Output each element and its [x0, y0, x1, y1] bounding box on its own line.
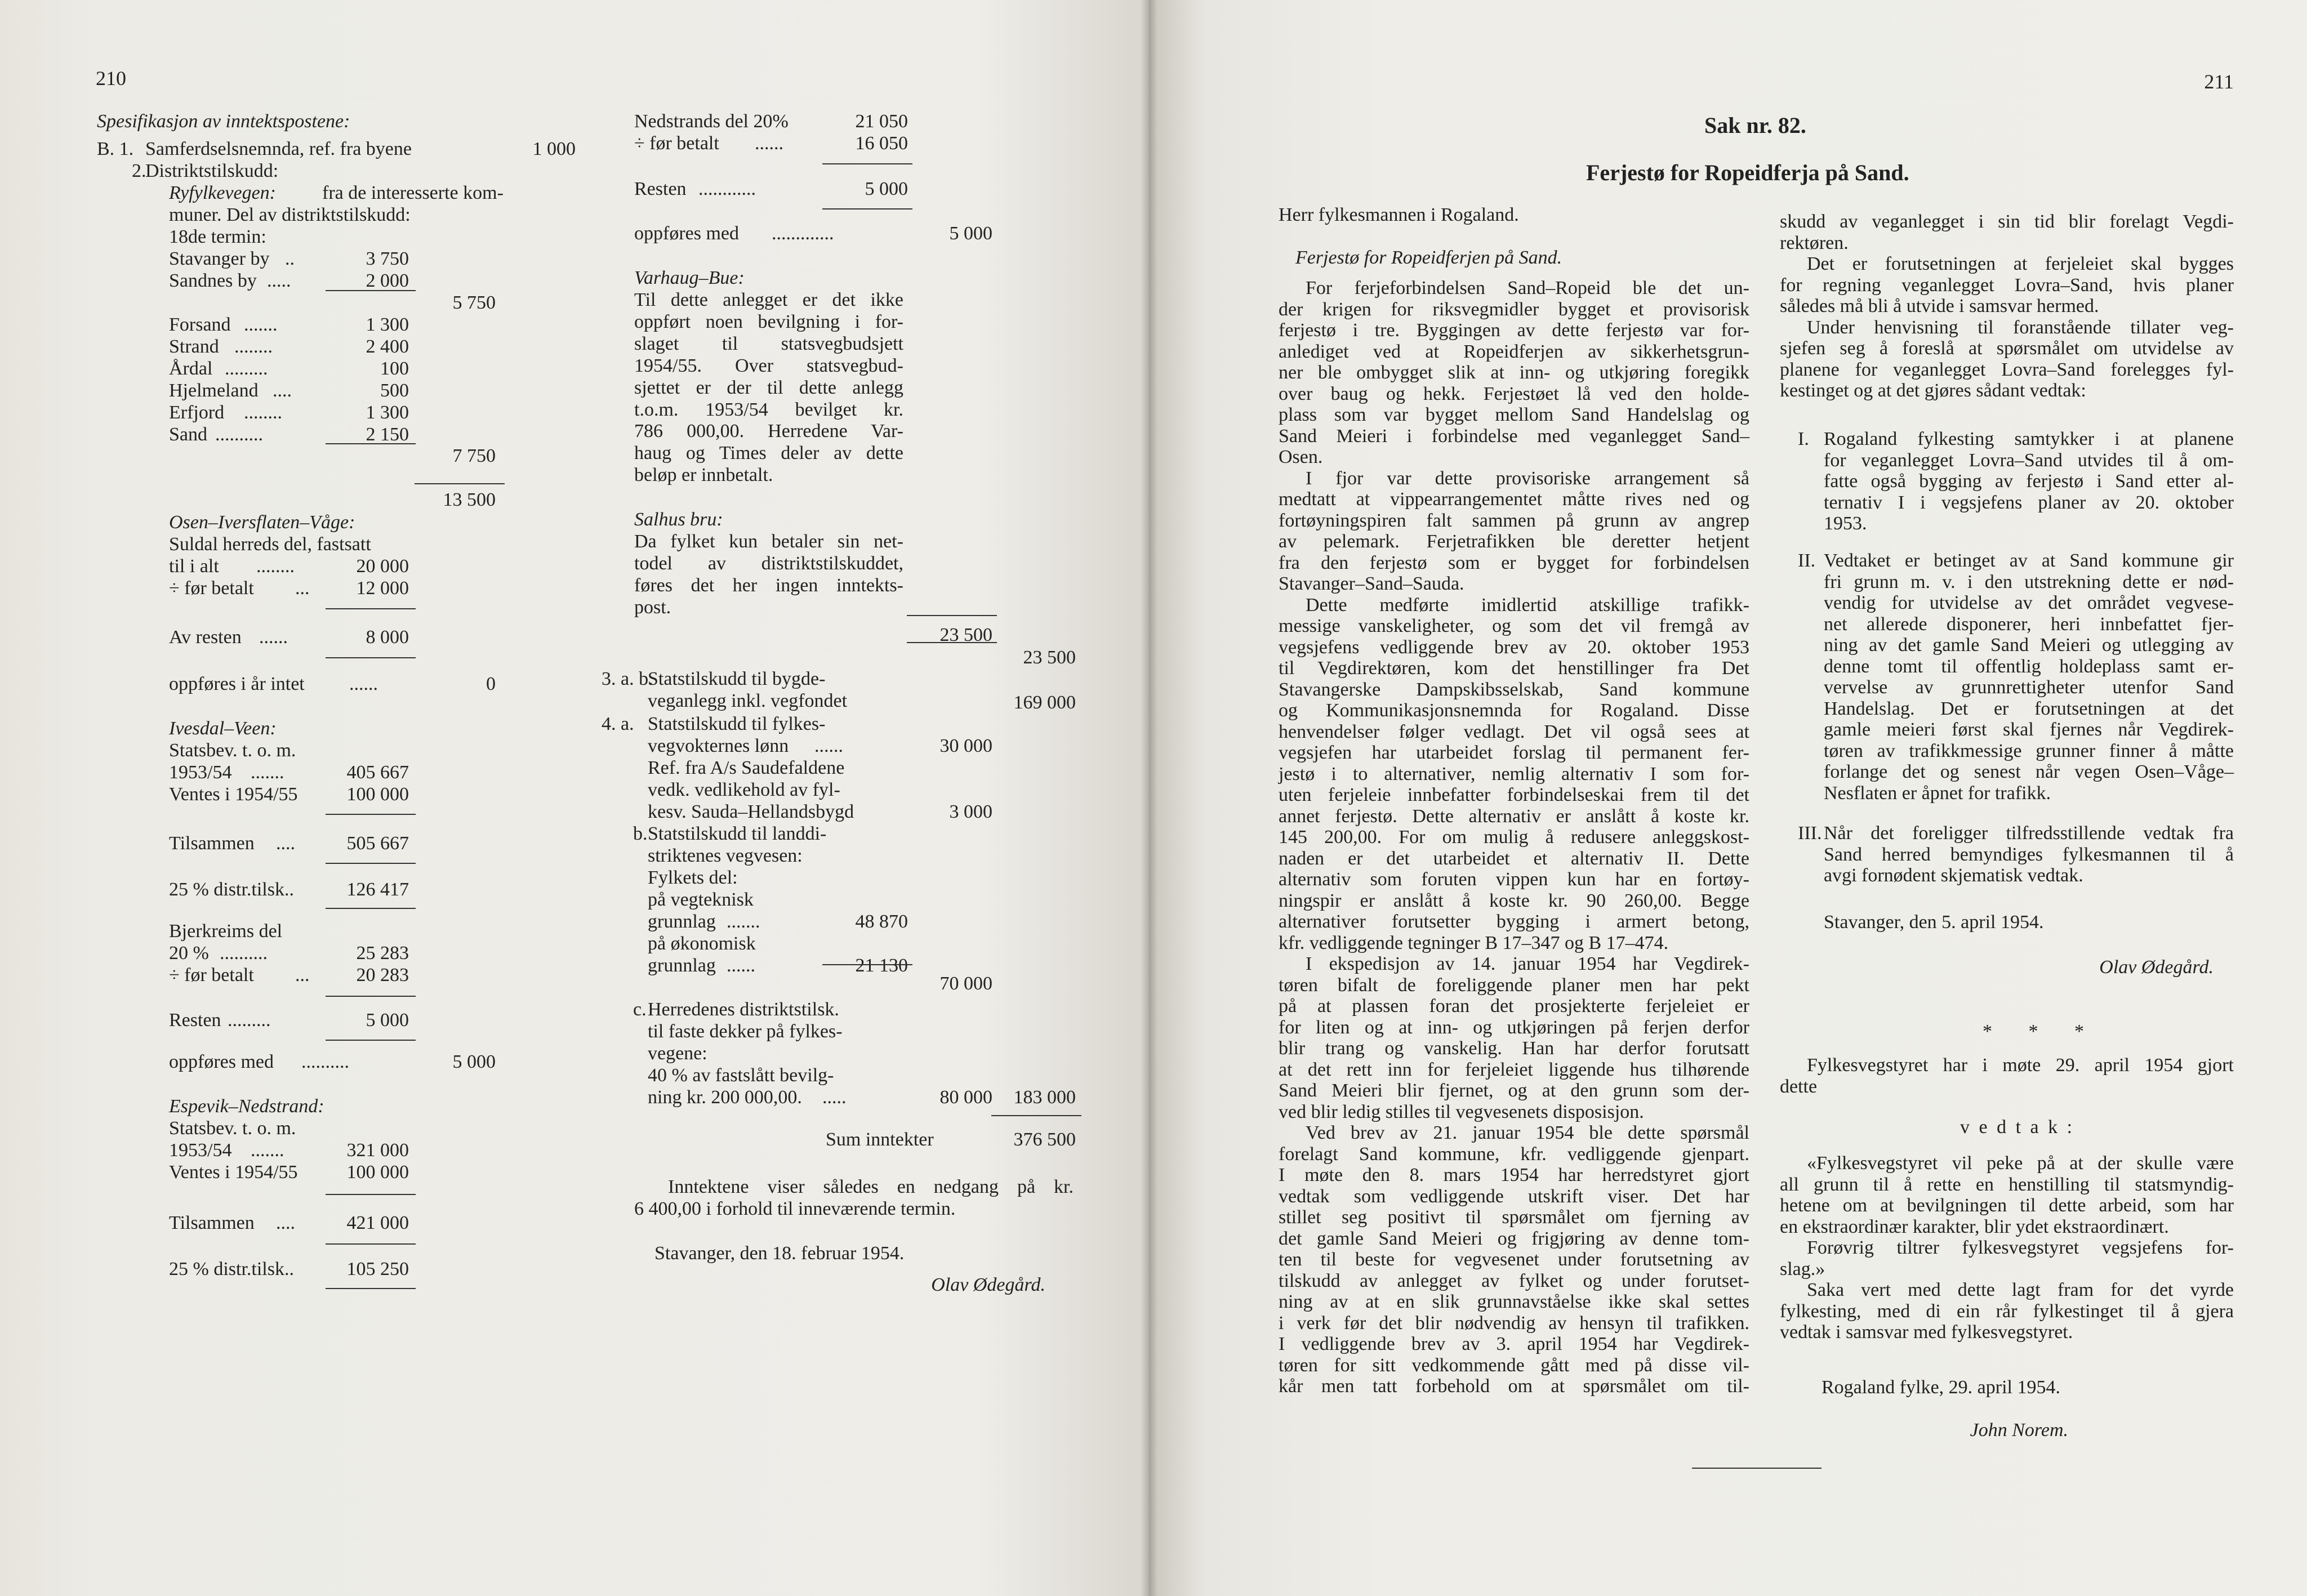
ivesdal-l5: 25 % distr.tilsk.. — [169, 879, 294, 900]
ivesdal-l10-dots: .......... — [301, 1051, 349, 1072]
ivesdal-l3-amount: 100 000 — [346, 784, 409, 805]
subheading: Ferjestø for Ropeidferjen på Sand. — [1295, 247, 1562, 268]
end-rule — [1692, 1468, 1821, 1469]
rule-espevik-3 — [326, 1288, 416, 1289]
ivesdal-l1: Statsbev. t. o. m. — [169, 740, 296, 761]
spec-heading: Spesifikasjon av inntektspostene: — [97, 111, 350, 132]
right-c2-top-6: sjefen seg å foreslå at spørsmålet om utvidelse av — [1780, 338, 2234, 359]
right-c2-top-0: skudd av veganlegget i sin tid blir forelagt Vegdi- — [1780, 211, 2234, 232]
right-c1-line-1: der krigen for riksvegmidler bygget et provisorisk — [1279, 298, 1749, 320]
espevik-l5-amount: 105 250 — [346, 1259, 409, 1280]
osen-l5-amount: 0 — [486, 674, 496, 694]
b1-label: B. 1. — [97, 139, 134, 159]
ivesdal-l8: ÷ før betalt — [169, 965, 254, 986]
ned-l3: Resten — [634, 179, 687, 199]
right-c1-line-36: blir trang og vanskelig. Han har derfor forutsatt — [1279, 1038, 1749, 1059]
meeting-l1: Fylkesvegstyret har i møte 29. april 1954 gjort — [1807, 1055, 2234, 1076]
osen-l3-amount: 12 000 — [356, 578, 409, 599]
espevik-l2: 1953/54 — [169, 1140, 232, 1161]
rule-ned-2 — [822, 208, 912, 209]
item3-line-1: Sand herred bemyndiges fylkesmannen til å — [1824, 844, 2234, 865]
varhaug-line-5: t.o.m. 1953/54 bevilget kr. — [634, 399, 903, 420]
rule-espevik-2 — [326, 1243, 416, 1245]
espevik-l4: Tilsammen — [169, 1212, 255, 1233]
sub-23500-b: 23 500 — [1023, 647, 1076, 668]
section-stars: * * * — [1983, 1021, 2100, 1042]
muni-dots-3: .... — [273, 380, 292, 401]
right-c1-line-12: av pelemark. Ferjetrafikken ble deretter hetjent — [1279, 531, 1749, 552]
right-c1-line-32: I ekspedisjon av 14. januar 1954 har Vegdirek- — [1306, 953, 1749, 974]
rule-ivesdal-5 — [326, 1040, 416, 1041]
varhaug-line-4: sjettet er der til dette anlegg — [634, 377, 903, 398]
right-c1-line-22: vegsjefen har utarbeidet forslag til permanent fer- — [1279, 742, 1749, 763]
item2-line-3: net allerede disponerer, heri innbefattet fjer- — [1824, 613, 2234, 635]
quote-line-1: all grunn til å rette en henstilling til statsmyndig- — [1780, 1174, 2234, 1195]
osen-heading: Osen–Iversflaten–Våge: — [169, 512, 355, 533]
varhaug-line-3: 1954/55. Over statsvegbud- — [634, 355, 903, 376]
muni-amount-5: 2 150 — [366, 423, 409, 445]
muni-name-2: Årdal — [169, 358, 213, 379]
b-l7: grunnlag — [648, 955, 716, 976]
varhaug-line-6: 786 000,00. Herredene Var- — [634, 421, 903, 442]
c-l5-total: 183 000 — [1013, 1087, 1076, 1108]
muni-name-0: Forsand — [169, 314, 231, 335]
right-c1-line-28: alternativ som foruten vippen kun har en fortøy- — [1279, 869, 1749, 890]
item1-line-4: 1953. — [1824, 513, 1867, 534]
muni-name-4: Erfjord — [169, 402, 225, 423]
right-c1-line-41: forelagt Sand kommune, kfr. vedliggende gjenpart. — [1279, 1143, 1749, 1165]
right-c1-line-27: naden er det utarbeidet et alternativ II. Dette — [1279, 848, 1749, 869]
right-c1-line-37: at det rett inn for ferjeleiet liggende hus tilhørende — [1279, 1059, 1749, 1080]
ivesdal-l7-dots: .......... — [220, 943, 268, 964]
rule-ivesdal-4 — [326, 996, 416, 997]
rule-salhus — [907, 615, 997, 616]
b-l4: på vegteknisk — [648, 889, 754, 910]
right-c1-line-43: vedtak som vedliggende utskrift viser. Det har — [1279, 1185, 1749, 1207]
c-l2: til faste dekker på fylkes- — [648, 1021, 843, 1042]
right-c1-line-4: ner ble ombygget slik at inn- og utkjøring foregikk — [1279, 362, 1749, 383]
right-c1-line-29: ningspir er anslått å koste kr. 90 260,00. Begge — [1279, 890, 1749, 911]
ivesdal-l7-amount: 25 283 — [356, 943, 409, 964]
right-c2-top-4: således må bli å utvide i samsvar hermed. — [1780, 296, 2099, 316]
ned-l2-amount: 16 050 — [855, 133, 908, 154]
ivesdal-l9: Resten — [169, 1010, 221, 1031]
rule-espevik-1 — [326, 1194, 416, 1195]
varhaug-line-0: Til dette anlegget er det ikke — [634, 289, 903, 310]
muni-dots-2: ......... — [225, 358, 268, 379]
ned-l1: Nedstrands del 20% — [634, 111, 789, 132]
i4-l5-amount: 3 000 — [949, 801, 992, 822]
i4-label: 4. a. — [602, 714, 634, 734]
right-c1-line-0: For ferjeforbindelsen Sand–Ropeid ble det un- — [1306, 278, 1749, 298]
right-c1-line-21: henvendelser følger vedlagt. Det vil også sees at — [1279, 721, 1749, 742]
espevik-l2-amount: 321 000 — [346, 1140, 409, 1161]
rule-sum — [991, 1115, 1081, 1116]
item2-line-0: Vedtaket er betinget av at Sand kommune gir — [1824, 550, 2234, 571]
ivesdal-l4-amount: 505 667 — [346, 833, 409, 854]
right-c1-line-17: vegsjefens vedliggende brev av 20. oktober 1953 — [1279, 636, 1749, 658]
right-c1-line-30: alternativer forutsetter bygging i armert betong, — [1279, 911, 1749, 932]
osen-l1: Suldal herreds del, fastsatt — [169, 534, 371, 555]
b-total: 70 000 — [939, 973, 992, 994]
i3-l2: veganlegg inkl. vegfondet — [648, 690, 848, 711]
quote-line-7: fylkesting, med di ein rår fylkestinget til å gjera — [1780, 1300, 2234, 1322]
ivesdal-l4-dots: .... — [276, 833, 295, 854]
item3-line-0: Når det foreligger tilfredsstillende vedtak fra — [1824, 823, 2234, 844]
city-amount-1: 2 000 — [366, 270, 409, 291]
right-c1-line-38: Sand Meieri blir fjernet, og at den grunn som der- — [1279, 1080, 1749, 1101]
city-amount-0: 3 750 — [366, 248, 409, 269]
espevik-l4-amount: 421 000 — [346, 1212, 409, 1233]
muni-dots-1: ........ — [234, 336, 273, 357]
osen-l2-dots: ........ — [256, 556, 295, 577]
right-c1-line-9: I fjor var dette provisoriske arrangement så — [1306, 467, 1749, 489]
ivesdal-l9-amount: 5 000 — [366, 1010, 409, 1031]
c-l1: Herredenes distriktstilsk. — [648, 999, 839, 1020]
ryfylke-line-0: muner. Del av distriktstilskudd: — [169, 204, 411, 225]
book-gutter — [1141, 0, 1157, 1596]
b2-label: 2. — [132, 161, 146, 181]
muni-name-3: Hjelmeland — [169, 380, 259, 401]
sak-number: Sak nr. 82. — [1704, 113, 1806, 138]
b-l1: Statstilskudd til landdi- — [648, 823, 827, 844]
c-label: c. — [633, 999, 647, 1020]
right-c1-line-47: tilskudd av anlegget av fylket og under forutset- — [1279, 1270, 1749, 1291]
c-l5-dots: ..... — [822, 1087, 847, 1108]
item2-label: II. — [1798, 550, 1816, 571]
osen-l4-dots: ...... — [259, 627, 288, 648]
b1-text: Samferdselsnemnda, ref. fra byene — [145, 139, 412, 159]
right-c1-line-24: uten ferjeleie innbefatter forbindelseskai frem til det — [1279, 784, 1749, 805]
muni-amount-2: 100 — [380, 358, 409, 379]
right-c2-top-1: rektøren. — [1780, 232, 1849, 253]
i3-amount: 169 000 — [1013, 692, 1076, 713]
espevik-l4-dots: .... — [276, 1212, 295, 1233]
rule-osen-2 — [326, 657, 416, 658]
b-l7-dots: ...... — [727, 955, 755, 976]
item1-line-1: for veganlegget Lovra–Sand utvides til å om- — [1824, 449, 2234, 471]
varhaug-line-8: beløp er innbetalt. — [634, 465, 773, 486]
espevik-l3: Ventes i 1954/55 — [169, 1162, 298, 1183]
ned-l2-dots: ...... — [755, 133, 783, 154]
c-l4: 40 % av fastslått bevilg- — [648, 1065, 834, 1086]
muni-dots-0: ....... — [244, 314, 278, 335]
right-c1-line-10: medtatt at vippearrangementet måtte rives ned og — [1279, 489, 1749, 510]
right-c1-line-44: stillet seg positivt til spørsmålet om fjerning av — [1279, 1207, 1749, 1228]
right-c1-line-48: ning av at en slik grunnavståelse ikke skal settes — [1279, 1291, 1749, 1312]
b-l5-dots: ....... — [727, 911, 760, 932]
b-l5: grunnlag — [648, 911, 716, 932]
item2-line-4: ning av det gamle Sand Meieri og utlegging av — [1824, 635, 2234, 656]
item2-line-7: Handelslag. Det er forutsetningen at det — [1824, 698, 2234, 719]
right-c1-line-42: I møte den 8. mars 1954 har herredstyret gjort — [1279, 1165, 1749, 1185]
note-l1: Inntektene viser således en nedgang på kr. — [668, 1176, 1074, 1197]
b-l7-amount: 21 130 — [855, 955, 908, 976]
rule-ivesdal-3 — [326, 908, 416, 909]
right-c1-line-7: Sand Meieri i forbindelse med veganlegget Sand– — [1279, 425, 1749, 447]
c-l5-amount: 80 000 — [939, 1087, 992, 1108]
right-c1-line-20: og Kommunikasjonsnemnda for Rogaland. Disse — [1279, 700, 1749, 721]
ned-l3-amount: 5 000 — [865, 179, 908, 199]
right-c1-line-31: kfr. vedliggende tegninger B 17–347 og B 17–474. — [1279, 932, 1669, 953]
i3-label: 3. a. b. — [602, 668, 653, 689]
salhus-line-2: føres det her ingen inntekts- — [634, 574, 903, 596]
varhaug-line-7: haug og Times deler av dette — [634, 443, 903, 464]
ivesdal-heading: Ivesdal–Veen: — [169, 718, 277, 739]
muni-amount-3: 500 — [380, 380, 409, 401]
right-c1-line-3: anlediget ved at Ropeidferjen av sikkerhetsgrun- — [1279, 341, 1749, 362]
i4-l2: vegvokternes lønn — [648, 735, 789, 756]
ryfylke-grand-total: 13 500 — [443, 489, 496, 510]
left-signature: Olav Ødegård. — [931, 1274, 1045, 1295]
right-signature-2: John Norem. — [1970, 1420, 2068, 1441]
meeting-l2: dette — [1780, 1076, 1818, 1097]
item2-line-8: gamle meieri først skal fjernes når Vegdirek- — [1824, 719, 2234, 740]
right-c1-line-33: tøren bifalt de foreliggende planer men har pekt — [1279, 974, 1749, 996]
quote-line-3: en ekstraordinær karakter, blir ydet ekstraordinært. — [1780, 1216, 2169, 1237]
c-l3: vegene: — [648, 1043, 707, 1064]
muni-name-5: Sand — [169, 423, 207, 445]
ivesdal-l6: Bjerkreims del — [169, 921, 283, 942]
right-c1-line-26: 145 200,00. For om mulig å redusere anleggskost- — [1279, 827, 1749, 848]
item2-line-6: vervelse av grunnrettigheter utenfor Sand — [1824, 677, 2234, 698]
muni-amount-0: 1 300 — [366, 314, 409, 335]
item2-line-9: tøren av trafikkmessige grunner finner å måtte — [1824, 740, 2234, 761]
right-c2-top-2: Det er forutsetningen at ferjeleiet skal bygges — [1807, 253, 2234, 274]
rule-ivesdal-1 — [326, 814, 416, 815]
rule-b — [822, 964, 912, 965]
sum-amount: 376 500 — [1013, 1129, 1076, 1150]
rule-ned-1 — [822, 163, 912, 164]
espevik-l1: Statsbev. t. o. m. — [169, 1118, 296, 1139]
item3-label: III. — [1798, 823, 1822, 844]
left-place-date: Stavanger, den 18. februar 1954. — [654, 1243, 905, 1264]
osen-l4: Av resten — [169, 627, 242, 648]
espevik-l5: 25 % distr.tilsk.. — [169, 1259, 294, 1280]
osen-l3-dots: ... — [295, 578, 310, 599]
right-c1-line-23: jestø i to alternativer, nemlig alternativ I som for- — [1279, 763, 1749, 784]
city-dots-1: ..... — [267, 270, 291, 291]
rule-cities — [326, 290, 416, 291]
right-c1-line-18: til Vegdirektøren, kom det henstillinger fra Det — [1279, 658, 1749, 679]
quote-line-8: vedtak i samsvar med fylkesvegstyret. — [1780, 1322, 2073, 1343]
item1-line-0: Rogaland fylkesting samtykker i at planene — [1824, 429, 2234, 449]
espevik-l2-dots: ....... — [251, 1140, 284, 1161]
i4-l5: kesv. Sauda–Hellandsbygd — [648, 801, 854, 822]
rule-muni — [326, 443, 416, 444]
item2-line-2: vendig for utvidelse av det området vegvese- — [1824, 592, 2234, 613]
item2-line-11: Nesflaten er åpnet for trafikk. — [1824, 782, 2051, 804]
sum-label: Sum inntekter — [826, 1129, 934, 1150]
item1-line-2: fatte også bygging av ferjestø i Sand etter al- — [1824, 471, 2234, 492]
b-label: b. — [633, 823, 648, 844]
right-c1-line-16: messige vanskeligheter, og som det vil fremgå av — [1279, 616, 1749, 636]
ivesdal-l8-amount: 20 283 — [356, 965, 409, 986]
right-c1-line-50: I vedliggende brev av 3. april 1954 har Vegdirek- — [1279, 1334, 1749, 1354]
muni-dots-5: .......... — [215, 423, 263, 445]
rule-ivesdal-2 — [326, 863, 416, 864]
right-c1-line-19: Stavangerske Dampskibsselskab, Sand kommune — [1279, 679, 1749, 700]
osen-l2-amount: 20 000 — [356, 556, 409, 577]
item2-line-10: forlange det og senest når vegen Osen–Våge– — [1824, 761, 2234, 782]
ivesdal-l3: Ventes i 1954/55 — [169, 784, 298, 805]
ivesdal-l2-amount: 405 667 — [346, 762, 409, 783]
rule-23500 — [907, 642, 997, 643]
b1-amount: 1 000 — [532, 139, 576, 159]
osen-l5: oppføres i år intet — [169, 674, 305, 694]
right-c1-line-25: annet ferjestø. Dette alternativ er anslått å koste kr. — [1279, 805, 1749, 827]
ned-l2: ÷ før betalt — [634, 133, 719, 154]
item3-line-2: avgi fornødent skjematisk vedtak. — [1824, 865, 2083, 886]
osen-l4-amount: 8 000 — [366, 627, 409, 648]
ivesdal-l4: Tilsammen — [169, 833, 255, 854]
ivesdal-l10-amount: 5 000 — [452, 1051, 496, 1072]
ivesdal-l10: oppføres med — [169, 1051, 274, 1072]
quote-line-0: «Fylkesvegstyret vil peke på at der skulle være — [1807, 1153, 2234, 1174]
i4-l2-amount: 30 000 — [939, 735, 992, 756]
right-c1-line-13: fra den ferjestø som er bygget for forbindelsen — [1279, 552, 1749, 573]
ivesdal-l8-dots: ... — [295, 965, 310, 986]
ryfylke-line-1: 18de termin: — [169, 226, 266, 247]
right-c2-top-7: planene for veganlegget Lovra–Sand forelegges fyl- — [1780, 359, 2234, 380]
city-name-0: Stavanger by — [169, 248, 270, 269]
b-l2: striktenes vegvesen: — [648, 845, 803, 866]
right-place-date: Stavanger, den 5. april 1954. — [1824, 912, 2044, 933]
muni-name-1: Strand — [169, 336, 219, 357]
right-place-date-2: Rogaland fylke, 29. april 1954. — [1821, 1377, 2060, 1398]
ned-l1-amount: 21 050 — [855, 111, 908, 132]
right-c1-line-6: plass som var bygget mellom Sand Handelslag og — [1279, 404, 1749, 425]
b-l3: Fylkets del: — [648, 867, 738, 888]
rule-osen — [326, 608, 416, 609]
varhaug-line-1: oppført noen bevilgning i for- — [634, 311, 903, 332]
sub-23500-a: 23 500 — [939, 625, 992, 645]
sak-title: Ferjestø for Ropeidferja på Sand. — [1586, 160, 1909, 185]
vedtak-label: v e d t a k : — [1960, 1117, 2075, 1138]
ivesdal-l7: 20 % — [169, 943, 209, 964]
espevik-l3-amount: 100 000 — [346, 1162, 409, 1183]
right-c1-line-49: i verk før det blir nødvendig av hensyn til trafikken. — [1279, 1312, 1749, 1334]
i4-l2-dots: ...... — [814, 735, 843, 756]
right-c1-line-45: det gamle Sand Meieri og frigjøring av denne tom- — [1279, 1228, 1749, 1249]
salhus-line-3: post. — [634, 596, 671, 618]
ivesdal-l9-dots: ......... — [228, 1010, 271, 1031]
i3-l1: Statstilskudd til bygde- — [648, 668, 826, 689]
note-l2: 6 400,00 i forhold til inneværende termin. — [634, 1198, 956, 1219]
ivesdal-l5-amount: 126 417 — [346, 879, 409, 900]
quote-line-4: Forøvrig tiltrer fylkesvegstyret vegsjefens for- — [1807, 1237, 2234, 1258]
cities-total: 5 750 — [452, 292, 496, 313]
city-dots-0: .. — [285, 248, 295, 269]
right-c1-line-35: for liten og at inn- og utkjøringen på ferjen derfor — [1279, 1017, 1749, 1038]
varhaug-heading: Varhaug–Bue: — [634, 268, 745, 288]
right-c2-top-3: for regning veganlegget Lovra–Sand, hvis planer — [1780, 274, 2234, 296]
ned-l4-dots: ............. — [772, 223, 834, 244]
quote-line-6: Saka vert med dette lagt fram for det vyrde — [1807, 1280, 2234, 1300]
item2-line-1: fri grunn m. v. i den utstrekning dette er nød- — [1824, 571, 2234, 592]
right-c1-line-11: fortøyningspiren falt sammen på grunn av angrep — [1279, 510, 1749, 531]
right-c1-line-15: Dette medførte imidlertid atskillige trafikk- — [1306, 594, 1749, 616]
ryfylke-heading: Ryfylkevegen: — [169, 182, 277, 203]
varhaug-line-2: slaget til statsvegbudsjett — [634, 333, 903, 354]
item1-label: I. — [1798, 429, 1809, 449]
ned-l3-dots: ............ — [698, 179, 756, 199]
right-c1-line-34: på at plassen foran det prosjekterte ferjeleiet er — [1279, 996, 1749, 1017]
i4-l1: Statstilskudd til fylkes- — [648, 714, 826, 734]
right-signature: Olav Ødegård. — [2099, 957, 2214, 978]
salhus-line-0: Da fylket kun betaler sin net- — [634, 531, 903, 552]
right-c1-line-46: ten til beste for vegvesenet under forutsetning av — [1279, 1249, 1749, 1270]
muni-amount-1: 2 400 — [366, 336, 409, 357]
item1-line-3: ternativ I i vegsjefens planer av 20. oktober — [1824, 492, 2234, 513]
espevik-heading: Espevik–Nedstrand: — [169, 1096, 324, 1117]
right-c1-line-8: Osen. — [1279, 447, 1323, 467]
right-c1-line-2: ferjestø i tre. Byggingen av dette ferjestø var for- — [1279, 320, 1749, 341]
right-c1-line-5: over baug og hekk. Ferjestøet lå ved den holde- — [1279, 383, 1749, 404]
ryfylke-heading-rest: fra de interesserte kom- — [322, 182, 504, 203]
osen-l5-dots: ...... — [349, 674, 378, 694]
muni-total: 7 750 — [452, 445, 496, 466]
right-c1-line-14: Stavanger–Sand–Sauda. — [1279, 573, 1464, 594]
osen-l3: ÷ før betalt — [169, 578, 254, 599]
ned-l4-amount: 5 000 — [949, 223, 992, 244]
page-number-left: 210 — [96, 67, 126, 90]
salhus-heading: Salhus bru: — [634, 509, 723, 530]
c-l5: ning kr. 200 000,00. — [648, 1087, 802, 1108]
rule-muni-total — [415, 483, 505, 484]
salhus-line-1: todel av distriktstilskuddet, — [634, 552, 903, 574]
muni-dots-4: ........ — [244, 402, 282, 423]
right-c1-line-40: Ved brev av 21. januar 1954 ble dette spørsmål — [1306, 1122, 1749, 1143]
right-c2-top-8: kestinget og at det gjøres sådant vedtak: — [1780, 380, 2086, 401]
ivesdal-l2: 1953/54 — [169, 762, 232, 783]
muni-amount-4: 1 300 — [366, 402, 409, 423]
page-number-right: 211 — [2204, 70, 2234, 93]
i4-l3: Ref. fra A/s Saudefaldene — [648, 757, 845, 778]
greeting: Herr fylkesmannen i Rogaland. — [1279, 204, 1519, 225]
right-c1-line-39: ved blir ledig stilles til vegvesenets disposisjon. — [1279, 1101, 1644, 1122]
ivesdal-l2-dots: ....... — [251, 762, 284, 783]
quote-line-5: slag.» — [1780, 1258, 1825, 1280]
i4-l4: vedk. vedlikehold av fyl- — [648, 779, 840, 800]
right-c1-line-52: kår men tatt forbehold om at spørsmålet om til- — [1279, 1376, 1749, 1397]
b2-text: Distriktstilskudd: — [145, 161, 279, 181]
right-c1-line-51: tøren for sitt vedkommende gått med på disse vil- — [1279, 1354, 1749, 1376]
b-l5-amount: 48 870 — [855, 911, 908, 932]
osen-l2: til i alt — [169, 556, 219, 577]
quote-line-2: hetene om at bevilgningen til dette arbeid, som har — [1780, 1195, 2234, 1216]
item2-line-5: denne tomt til offentlig holdeplass samt er- — [1824, 656, 2234, 677]
city-name-1: Sandnes by — [169, 270, 257, 291]
right-c2-top-5: Under henvisning til foranstående tillater veg- — [1807, 316, 2234, 338]
b-l6: på økonomisk — [648, 933, 756, 954]
ned-l4: oppføres med — [634, 223, 740, 244]
